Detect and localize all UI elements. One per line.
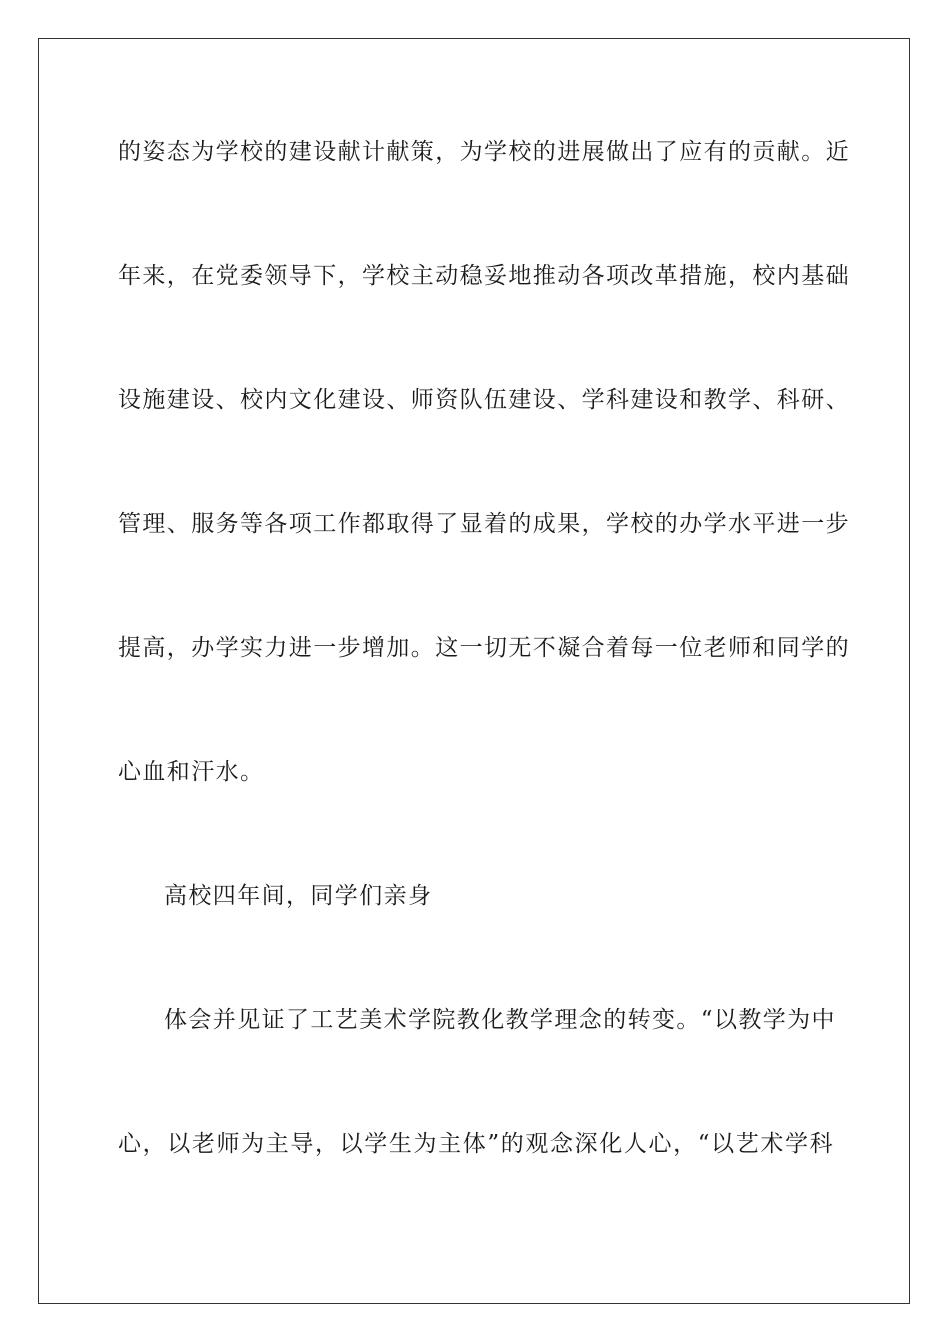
- paragraph-3-line-2: 心，以老师为主导，以学生为主体”的观念深化人心，“以艺术学科: [118, 1131, 834, 1157]
- body-text-line-2: 年来，在党委领导下，学校主动稳妥地推动各项改革措施，校内基础: [118, 263, 850, 289]
- page-border: [38, 38, 910, 1304]
- body-text-line-1: 的姿态为学校的建设献计献策，为学校的进展做出了应有的贡献。近: [118, 139, 850, 165]
- body-text-line-6: 心血和汗水。: [118, 759, 265, 785]
- paragraph-3-line-1: 体会并见证了工艺美术学院教化教学理念的转变。“以教学为中: [164, 1007, 836, 1033]
- body-text-line-3: 设施建设、校内文化建设、师资队伍建设、学科建设和教学、科研、: [118, 387, 850, 413]
- paragraph-2-line-1: 高校四年间，同学们亲身: [164, 883, 433, 909]
- body-text-line-4: 管理、服务等各项工作都取得了显着的成果，学校的办学水平进一步: [118, 511, 850, 537]
- body-text-line-5: 提高，办学实力进一步增加。这一切无不凝合着每一位老师和同学的: [118, 635, 850, 661]
